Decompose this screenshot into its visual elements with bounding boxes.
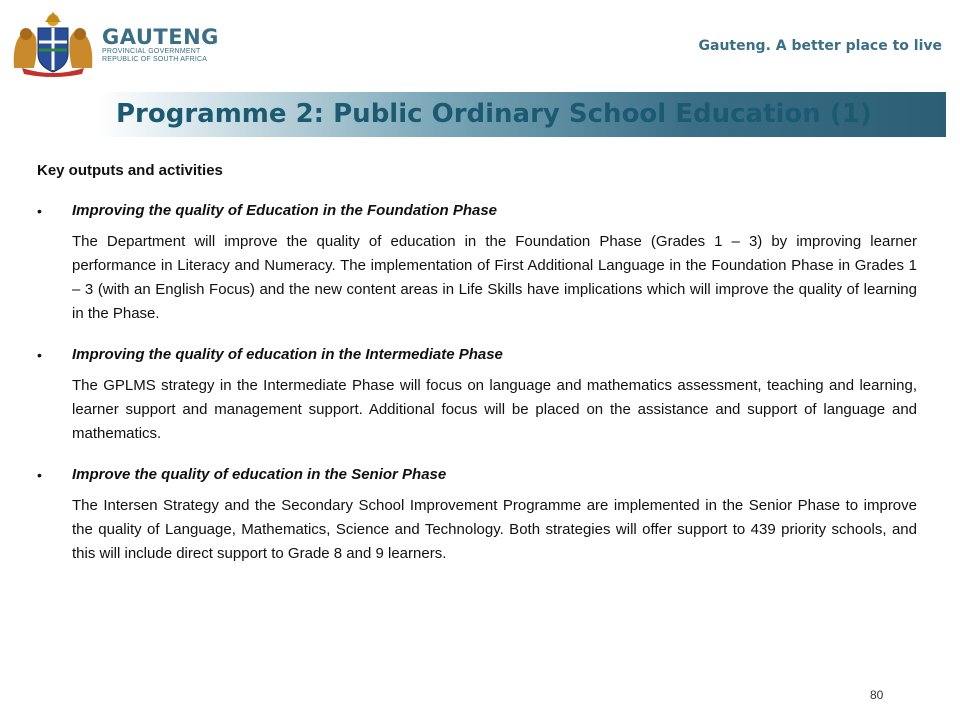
bullet-body: The Intersen Strategy and the Secondary School Improvement Programme are implemented in the Senior Phase to improve the quality of Language, Mathematics, Science and Technology. Both strategies will offer support to 439 priority schools, and this will include direct support to Grade 8 and 9 learners. xyxy=(72,497,917,562)
tagline: Gauteng. A better place to live xyxy=(698,38,942,54)
bullet-item xyxy=(37,344,917,446)
bullet-dot-icon: • xyxy=(37,467,42,483)
brand-name: GAUTENG xyxy=(102,25,219,49)
bullet-dot-icon: • xyxy=(37,203,42,219)
brand-subtitle-2: REPUBLIC OF SOUTH AFRICA xyxy=(102,56,208,63)
bullet-heading: Improve the quality of education in the Senior Phase xyxy=(72,466,447,483)
title-bar xyxy=(98,92,946,137)
bullet-item xyxy=(37,464,917,566)
bullet-item xyxy=(37,200,917,326)
slide-content xyxy=(37,160,917,566)
bullet-heading: Improving the quality of Education in the Foundation Phase xyxy=(72,202,498,219)
bullet-body: The GPLMS strategy in the Intermediate Phase will focus on language and mathematics assessment, teaching and learning, learner support and management support. Additional focus will be placed on the assistance and support of language and mathematics. xyxy=(72,377,917,442)
slide-title: Programme 2: Public Ordinary School Education (1) xyxy=(116,99,872,129)
brand-block xyxy=(102,26,219,64)
page-number: 80 xyxy=(870,688,884,702)
bullet-body: The Department will improve the quality of education in the Foundation Phase (Grades 1 – 3) by improving learner performance in Literacy and Numeracy. The implementation of First Additional Language in the Foundation Phase in Grades 1 – 3 (with an English Focus) and the new content areas in Life Skills have implications which will improve the quality of learning in the Phase. xyxy=(72,233,917,322)
bullet-heading: Improving the quality of education in the Intermediate Phase xyxy=(72,346,503,363)
coat-of-arms-icon xyxy=(8,10,98,78)
section-label: Key outputs and activities xyxy=(37,162,223,179)
brand-subtitle-1: PROVINCIAL GOVERNMENT xyxy=(102,48,201,55)
bullet-dot-icon: • xyxy=(37,347,42,363)
header xyxy=(0,0,960,90)
